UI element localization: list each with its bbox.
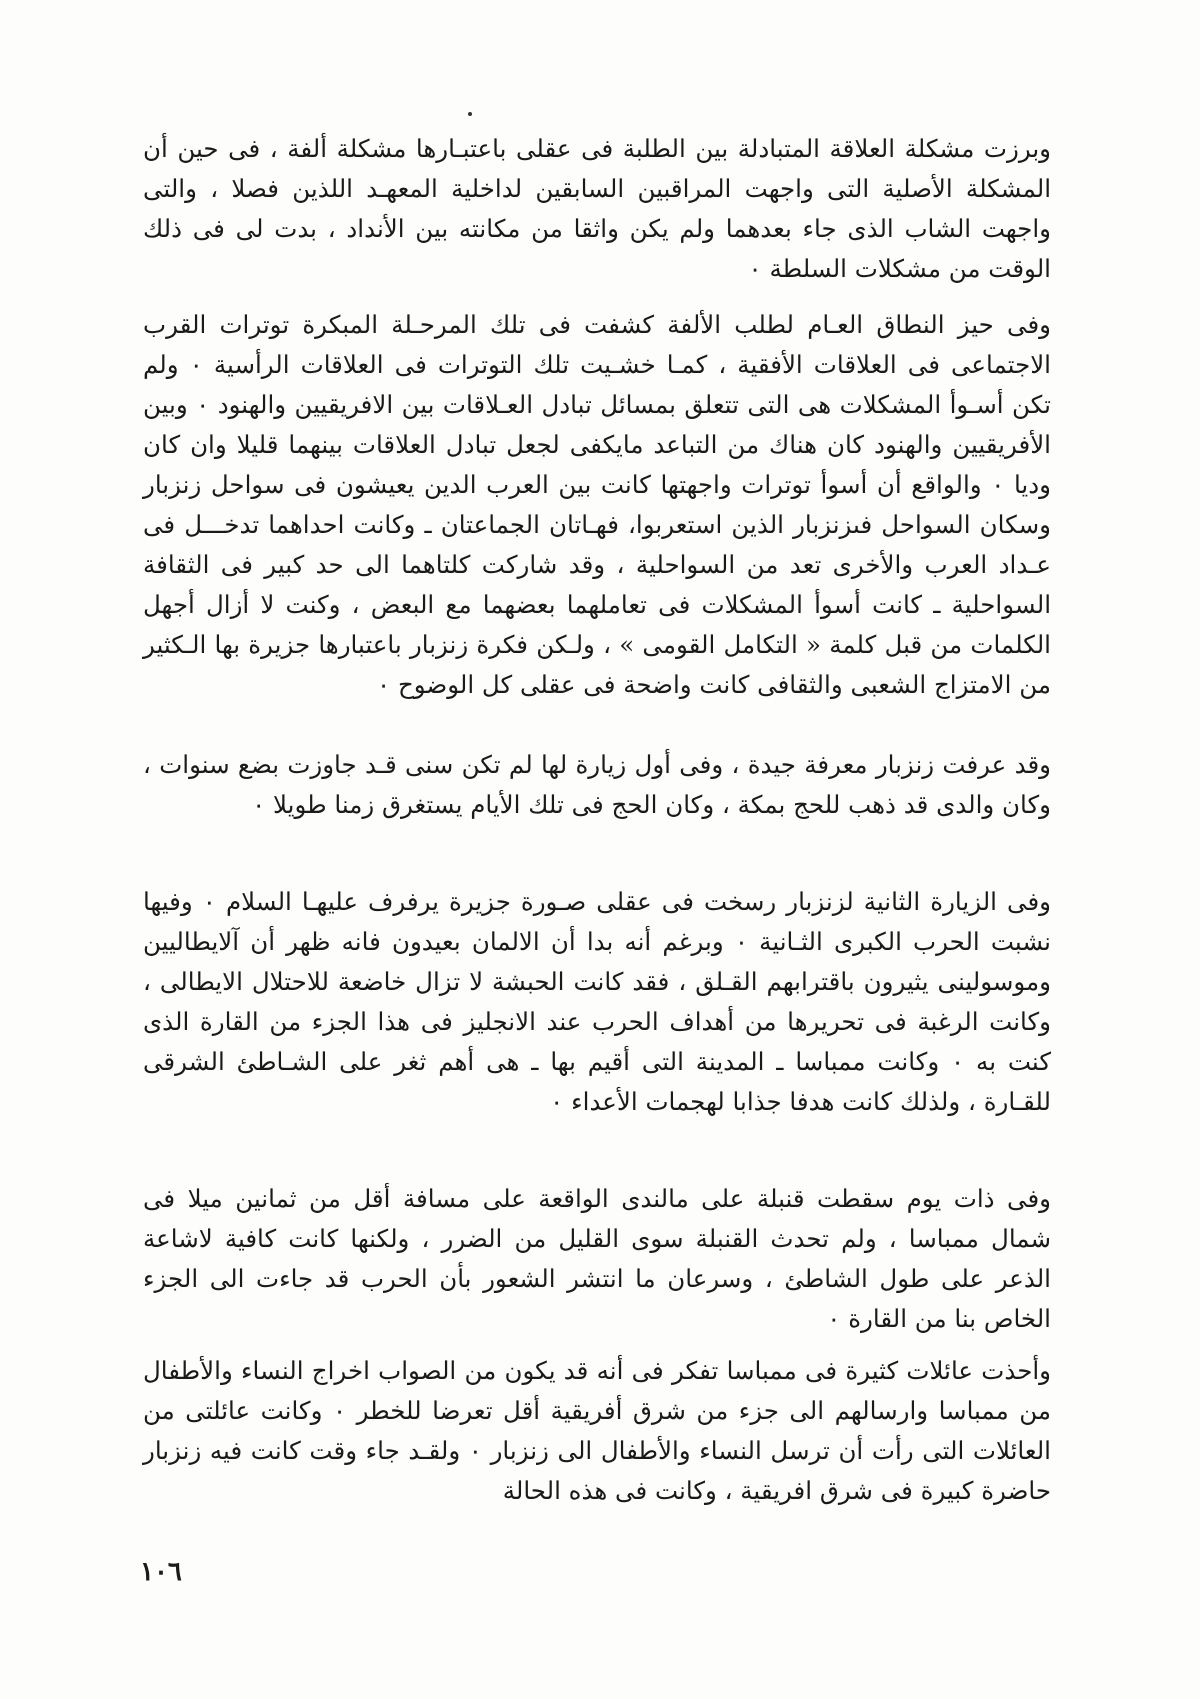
paragraph-text: وفى ذات يوم سقطت قنبلة على مالندى الواقعة على مسافة أقل من ثمانين ميلا فى شمال ممباسا ، ولم تحدث القنبلة سوى القليل من الضرر ، ولكنها كانت كافية لاشاعة الذعر على طول الشاطئ ، وسرعان ما انتشر الشعور بأن الحرب قد جاءت الى الجزء الخاص بنا من القارة ٠ [143,1184,1051,1333]
paragraph-text: وبرزت مشكلة العلاقة المتبادلة بين الطلبة فى عقلى باعتبـارها مشكلة ألفة ، فى حين أن المشكلة الأصلية التى واجهت المراقبين السابقين لداخلية المعهـد اللذين فصلا ، والتى واجهت الشاب الذى جاء بعدهما ولم يكن واثقا من مكانته بين الأنداد ، بدت لى فى ذلك الوقت من مشكلات السلطة ٠ [143,134,1051,283]
paragraph-5 [143,1179,1051,1339]
paragraph-6 [143,1351,1051,1511]
print-speck [468,112,472,116]
paragraph-text: وأحذت عائلات كثيرة فى ممباسا تفكر فى أنه قد يكون من الصواب اخراج النساء والأطفال من ممباسا وارسالهم الى جزء من شرق أفريقية أقل تعرضا للخطر ٠ وكانت عائلتى من العائلات التى رأت أن ترسل النساء والأطفال الى زنزبار ٠ ولقـد جاء وقت كانت فيه زنزبار حاضرة كبيرة فى شرق افريقية ، وكانت فى هذه الحالة [143,1356,1051,1505]
paragraph-text: وفى حيز النطاق العـام لطلب الألفة كشفت فى تلك المرحـلة المبكرة توترات القرب الاجتماعى فى العلاقات الأفقية ، كمـا خشـيت تلك التوترات فى العلاقات الرأسية ٠ ولم تكن أسـوأ المشكلات هى التى تتعلق بمسائل تبادل العـلاقات بين الافريقيين والهنود ٠ وبين الأفريقيين والهنود كان هناك من التباعد مايكفى لجعل تبادل العلاقات بينهما قليلا وان كان وديا ٠ والواقع أن أسوأ توترات واجهتها كانت بين العرب الدين يعيشون فى سواحل زنزبار وسكان السواحل فىزنزبار الذين استعربوا، فهـاتان الجماعتان ـ وكانت احداهما تدخـــل فى عـداد العرب والأخرى تعد من السواحلية ، وقد شاركت كلتاهما الى حد كبير فى الثقافة السواحلية ـ كانت أسوأ المشكلات فى تعاملهما بعضهما مع البعض ، وكنت لا أزال أجهل الكلمات من قبل كلمة « التكامل القومى » ، ولـكن فكرة زنزبار باعتبارها جزيرة بها الـكثير من الامتزاج الشعبى والثقافى كانت واضحة فى عقلى كل الوضوح ٠ [143,310,1051,699]
paragraph-1 [143,129,1051,289]
paragraph-text: وقد عرفت زنزبار معرفة جيدة ، وفى أول زيارة لها لم تكن سنى قـد جاوزت بضع سنوات ، وكان والدى قد ذهب للحج بمكة ، وكان الحج فى تلك الأيام يستغرق زمنا طويلا ٠ [143,750,1051,819]
paragraph-2 [143,305,1051,705]
paragraph-3 [143,745,1051,825]
paragraph-text: وفى الزيارة الثانية لزنزبار رسخت فى عقلى صـورة جزيرة يرفرف عليهـا السلام ٠ وفيها نشبت الحرب الكبرى الثـانية ٠ وبرغم أنه بدا أن الالمان بعيدون فانه ظهر أن آلايطاليين وموسولينى يثيرون باقترابهم القـلق ، فقد كانت الحبشة لا تزال خاضعة للاحتلال الايطالى ، وكانت الرغبة فى تحريرها من أهداف الحرب عند الانجليز فى هذا الجزء من القارة الذى كنت به ٠ وكانت ممباسا ـ المدينة التى أقيم بها ـ هى أهم ثغر على الشـاطئ الشرقى للقـارة ، ولذلك كانت هدفا جذابا لهجمات الأعداء ٠ [143,887,1052,1116]
page-number: ١٠٦ [140,1557,182,1587]
paragraph-4 [143,882,1051,1122]
